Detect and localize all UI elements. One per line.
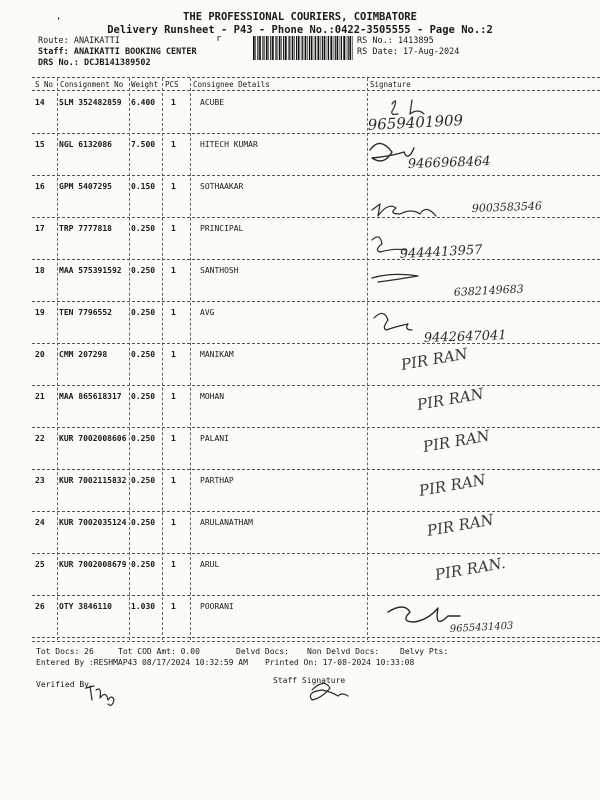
staff-label: Staff: ANAIKATTI BOOKING CENTER (38, 47, 197, 57)
row-consignment-no: SLM 352482859 (59, 98, 122, 107)
row-pcs: 1 (171, 308, 176, 317)
table-row (0, 554, 600, 596)
handwritten-note: 9466968464 (407, 154, 491, 172)
delivery-points: Delvy Pts: (400, 647, 449, 656)
row-sno: 25 (35, 560, 45, 569)
row-sno: 16 (35, 182, 45, 191)
rs-number: RS No.: 1413895 (357, 36, 434, 46)
row-sno: 26 (35, 602, 45, 611)
total-cod-amount: Tot COD Amt: 0.00 (118, 647, 200, 656)
row-consignee: POORANI (200, 602, 234, 611)
col-header-pcs: PCS (165, 80, 179, 89)
row-weight: 1.030 (131, 602, 156, 611)
handwritten-note: PIR RAN (399, 344, 470, 374)
handwritten-note: PIR RAN (421, 426, 492, 456)
row-consignment-no: KUR 7002008679 (59, 560, 127, 569)
delivered-docs: Delvd Docs: (236, 647, 289, 656)
table-row (0, 176, 600, 218)
col-header-sno: S No (35, 80, 54, 89)
table-row (0, 512, 600, 554)
signature-scribble (86, 686, 114, 705)
row-weight: 0.250 (131, 518, 156, 527)
row-weight: 0.250 (131, 392, 156, 401)
row-pcs: 1 (171, 602, 176, 611)
table-row (0, 260, 600, 302)
row-sno: 19 (35, 308, 45, 317)
row-consignee: ARUL (200, 560, 220, 569)
row-weight: 0.250 (131, 476, 156, 485)
printed-on: Printed On: 17-08-2024 10:33:08 (265, 658, 415, 667)
row-consignment-no: TEN 7796552 (59, 308, 112, 317)
row-weight: 0.250 (131, 350, 156, 359)
row-weight: 0.150 (131, 182, 156, 191)
row-pcs: 1 (171, 266, 176, 275)
corner-mark: , (56, 12, 62, 22)
row-pcs: 1 (171, 518, 176, 527)
table-row (0, 134, 600, 176)
col-header-signature: Signature (370, 80, 411, 89)
table-row (0, 218, 600, 260)
drs-label: DRS No.: DCJB141389502 (38, 58, 151, 68)
route-label: Route: ANAIKATTI (38, 36, 120, 46)
signature-scribble (310, 683, 348, 700)
row-consignment-no: NGL 6132086 (59, 140, 112, 149)
row-weight: 6.400 (131, 98, 156, 107)
handwritten-note: 9655431403 (449, 620, 514, 635)
row-rule (32, 637, 600, 638)
row-pcs: 1 (171, 476, 176, 485)
row-sno: 22 (35, 434, 45, 443)
row-consignment-no: GPM 5407295 (59, 182, 112, 191)
entered-by: Entered By :RESHMAP43 08/17/2024 10:32:59 AM (36, 658, 248, 667)
table-row (0, 302, 600, 344)
table-row (0, 596, 600, 638)
handwritten-note: PIR RAN (417, 470, 488, 500)
row-consignment-no: TRP 7777818 (59, 224, 112, 233)
table-row (0, 470, 600, 512)
row-sno: 20 (35, 350, 45, 359)
handwritten-note: 9003583546 (471, 199, 543, 215)
col-header-consignee: Consignee Details (193, 80, 270, 89)
handwritten-note: 9659401909 (367, 111, 464, 134)
table-row (0, 386, 600, 428)
handwritten-note: PIR RAN (425, 510, 496, 540)
row-weight: 0.250 (131, 266, 156, 275)
table-bottom-rule (32, 641, 600, 642)
row-weight: 0.250 (131, 434, 156, 443)
row-consignee: AVG (200, 308, 215, 317)
row-weight: 7.500 (131, 140, 156, 149)
handwritten-note: PIR RAN (415, 384, 486, 414)
row-pcs: 1 (171, 98, 176, 107)
row-consignee: PALANI (200, 434, 229, 443)
barcode-image (253, 36, 353, 60)
row-weight: 0.250 (131, 560, 156, 569)
row-consignment-no: MAA 865618317 (59, 392, 122, 401)
row-pcs: 1 (171, 434, 176, 443)
table-row (0, 92, 600, 134)
table-top-rule (32, 77, 600, 78)
row-pcs: 1 (171, 560, 176, 569)
row-pcs: 1 (171, 224, 176, 233)
corner-mark-2: r (216, 34, 222, 44)
row-pcs: 1 (171, 350, 176, 359)
handwritten-note: PIR RAN. (433, 553, 507, 584)
row-pcs: 1 (171, 182, 176, 191)
row-consignment-no: KUR 7002008606 (59, 434, 127, 443)
row-consignee: SANTHOSH (200, 266, 239, 275)
row-sno: 23 (35, 476, 45, 485)
non-delivered-docs: Non Delvd Docs: (307, 647, 380, 656)
total-docs: Tot Docs: 26 (36, 647, 94, 656)
row-sno: 24 (35, 518, 45, 527)
row-consignment-no: OTY 3846110 (59, 602, 112, 611)
row-consignee: MANIKAM (200, 350, 234, 359)
row-consignment-no: MAA 575391592 (59, 266, 122, 275)
row-sno: 18 (35, 266, 45, 275)
handwritten-note: 6382149683 (453, 282, 525, 299)
row-weight: 0.250 (131, 224, 156, 233)
col-header-consignment: Consignment No (60, 80, 124, 89)
row-consignee: PARTHAP (200, 476, 234, 485)
row-sno: 21 (35, 392, 45, 401)
row-sno: 14 (35, 98, 45, 107)
row-consignment-no: KUR 7002035124 (59, 518, 127, 527)
table-row (0, 344, 600, 386)
row-consignment-no: CMM 207298 (59, 350, 108, 359)
table-header-rule (32, 90, 600, 91)
row-sno: 15 (35, 140, 45, 149)
rs-date: RS Date: 17-Aug-2024 (357, 47, 460, 57)
table-row (0, 428, 600, 470)
runsheet-subtitle: Delivery Runsheet - P43 - Phone No.:0422-3505555 - Page No.:2 (107, 24, 493, 36)
verified-by-label: Verified By (36, 680, 89, 689)
handwritten-note: 9442647041 (423, 328, 507, 346)
row-consignee: PRINCIPAL (200, 224, 244, 233)
handwritten-note: 9444413957 (399, 242, 483, 262)
row-pcs: 1 (171, 140, 176, 149)
row-consignee: ACUBE (200, 98, 225, 107)
row-consignee: MOHAN (200, 392, 225, 401)
row-consignee: HITECH KUMAR (200, 140, 258, 149)
row-consignment-no: KUR 7002115832 (59, 476, 127, 485)
row-sno: 17 (35, 224, 45, 233)
staff-signature-label: Staff Signature (273, 676, 346, 685)
row-pcs: 1 (171, 392, 176, 401)
col-header-weight: Weight (131, 80, 159, 89)
row-weight: 0.250 (131, 308, 156, 317)
row-consignee: SOTHAAKAR (200, 182, 244, 191)
company-title: THE PROFESSIONAL COURIERS, COIMBATORE (183, 11, 417, 23)
row-consignee: ARULANATHAM (200, 518, 253, 527)
